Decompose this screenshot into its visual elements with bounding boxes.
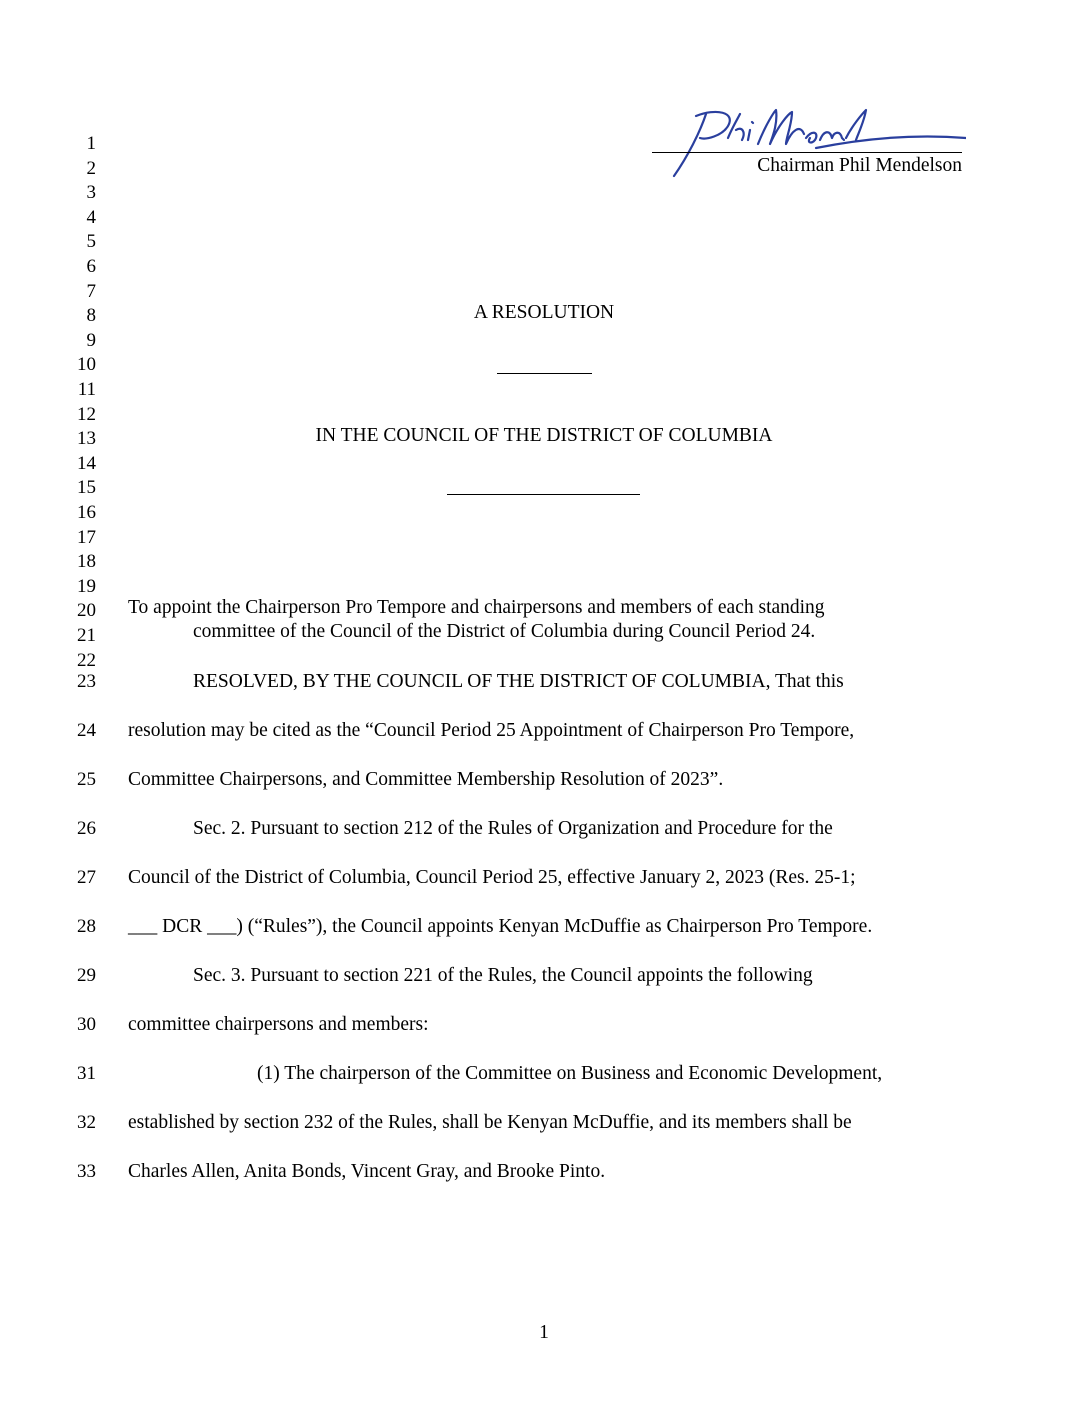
line-number: 17 [77,526,96,548]
line-number: 32 [77,1112,96,1133]
line-number: 1 [86,133,96,154]
line-number: 2 [86,157,96,179]
line-number: 20 [77,600,96,622]
line-number: 11 [77,379,96,400]
line-number: 5 [86,231,96,253]
line-number: 26 [77,818,96,839]
line-number: 30 [77,1014,96,1035]
summary-line-2: committee of the Council of the District of Columbia during Council Period 24. [193,621,816,642]
line-number: 33 [77,1161,96,1182]
resolution-title: A RESOLUTION [473,302,615,323]
line-number: 22 [77,649,96,671]
line-number: 28 [77,916,96,937]
council-heading: IN THE COUNCIL OF THE DISTRICT OF COLUMBIA [315,425,773,446]
line-number: 16 [77,502,96,523]
body-line-25: Committee Chairpersons, and Committee Membership Resolution of 2023”. [128,769,724,790]
line-number: 14 [77,452,96,474]
body-line-33: Charles Allen, Anita Bonds, Vincent Gray, and Brooke Pinto. [128,1161,606,1182]
signature-caption: Chairman Phil Mendelson [757,155,962,176]
line-number: 7 [86,280,96,302]
resolution-number-blank [497,373,592,374]
line-number: 15 [77,477,96,499]
line-number: 18 [77,551,96,573]
body-line-23: RESOLVED, BY THE COUNCIL OF THE DISTRICT OF COLUMBIA, That this [193,671,844,692]
line-number: 8 [86,305,96,327]
line-number: 27 [77,867,96,888]
line-number: 10 [77,354,96,376]
body-line-32: established by section 232 of the Rules, shall be Kenyan McDuffie, and its members shall be [128,1112,852,1133]
line-number: 23 [77,671,96,692]
body-line-24: resolution may be cited as the “Council Period 25 Appointment of Chairperson Pro Tempore, [128,720,855,741]
line-number: 21 [77,625,96,646]
line-number: 25 [77,769,96,790]
body-line-28: ___ DCR ___) (“Rules”), the Council appoints Kenyan McDuffie as Chairperson Pro Tempore. [128,916,873,937]
line-number: 12 [77,403,96,425]
date-blank [447,494,640,495]
line-number: 31 [77,1063,96,1084]
line-number: 19 [77,575,96,597]
line-number: 4 [86,206,96,228]
signature-line [652,152,962,153]
body-line-31: (1) The chairperson of the Committee on Business and Economic Development, [257,1063,883,1084]
line-number: 24 [77,720,96,741]
summary-line-1: To appoint the Chairperson Pro Tempore and chairpersons and members of each standing [128,597,825,618]
line-number: 9 [86,329,96,351]
body-line-27: Council of the District of Columbia, Council Period 25, effective January 2, 2023 (Res. 25-1; [128,867,856,888]
line-number: 29 [77,965,96,986]
line-number: 3 [86,182,96,204]
body-line-29: Sec. 3. Pursuant to section 221 of the Rules, the Council appoints the following [193,965,813,986]
body-line-26: Sec. 2. Pursuant to section 212 of the Rules of Organization and Procedure for the [193,818,833,839]
body-line-30: committee chairpersons and members: [128,1014,429,1035]
line-number: 6 [86,256,96,277]
signature-block [652,104,962,184]
page-number: 1 [539,1322,549,1343]
line-number: 13 [77,428,96,450]
